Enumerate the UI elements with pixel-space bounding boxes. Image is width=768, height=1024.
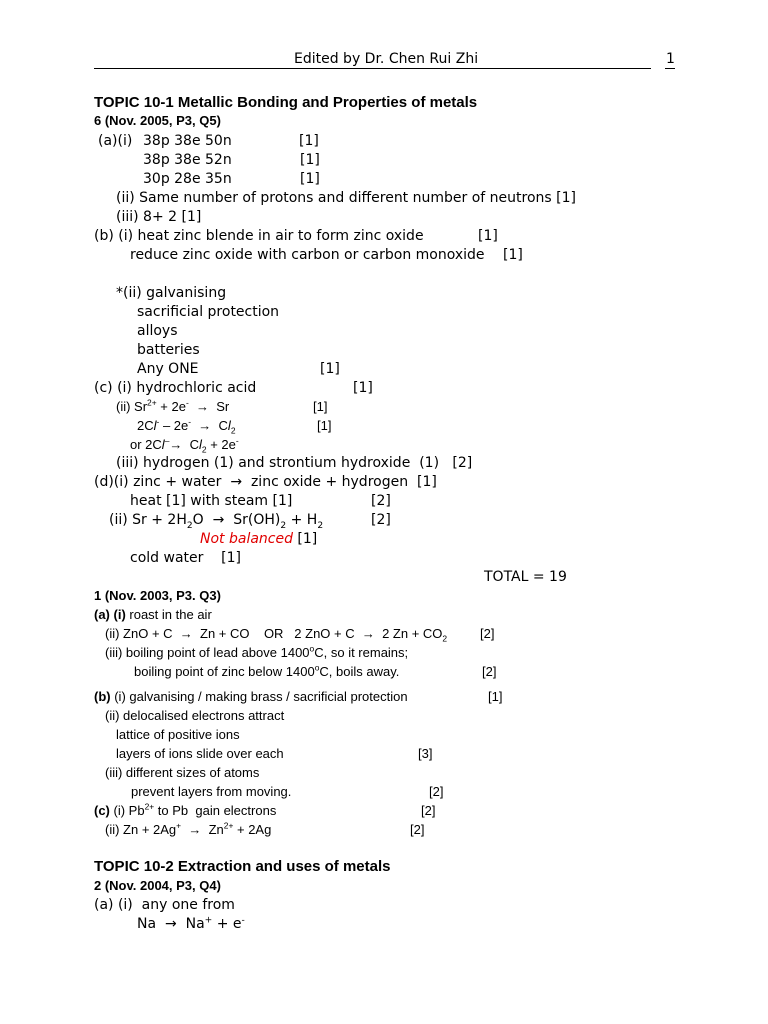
mark: [2] (429, 784, 444, 799)
equation: Na → Na+ + e- (137, 915, 245, 932)
answer-line: heat [1] with steam [1] (130, 493, 293, 509)
mark: [1] (503, 247, 523, 263)
mark: [1] (353, 380, 373, 396)
answer-line: (iii) 8+ 2 [1] (116, 209, 202, 225)
answer-line: (ii) delocalised electrons attract (105, 708, 285, 723)
answer-line: Not balanced [1] (200, 531, 318, 547)
answer-line: Any ONE (137, 361, 199, 377)
total-marks: TOTAL = 19 (484, 569, 567, 585)
header-rule (94, 68, 651, 69)
answer-line: (iii) hydrogen (1) and strontium hydroxide (1) [2] (116, 455, 473, 471)
answer-line: boiling point of zinc below 1400$^o$C, boils away. (134, 662, 400, 679)
mark: [1] (478, 228, 498, 244)
equation: (ii) ZnO + C → Zn + CO OR 2 ZnO + C → 2 $Zn + CO_2$ (105, 626, 448, 644)
answer-line: cold water [1] (130, 550, 242, 566)
mark: [1] (299, 133, 319, 149)
header-editor: Edited by Dr. Chen Rui Zhi (294, 51, 479, 67)
answer-line: (c) (i) $Pb^{2+}$ to Pb gain electrons (94, 801, 277, 818)
answer-line: 38p 38e 50n (143, 133, 232, 149)
mark: [1] (317, 418, 332, 433)
answer-line: layers of ions slide over each (116, 746, 284, 761)
question-heading: 2 (Nov. 2004, P3, Q4) (94, 878, 221, 893)
answer-line: (a) (i) roast in the air (94, 607, 212, 622)
answer-line: sacrificial protection (137, 304, 280, 320)
answer-line: prevent layers from moving. (131, 784, 292, 799)
mark: [1] (320, 361, 340, 377)
answer-line: lattice of positive ions (116, 727, 240, 742)
mark: [3] (418, 746, 433, 761)
topic-title: TOPIC 10-1 Metallic Bonding and Properties of metals (94, 94, 478, 111)
answer-line: 30p 28e 35n (143, 171, 232, 187)
mark: [2] (480, 626, 495, 641)
equation: (ii) $Sr^{2+} + 2e^- \to Sr$ (116, 397, 230, 414)
question-heading: 6 (Nov. 2005, P3, Q5) (94, 113, 221, 128)
topic-title: TOPIC 10-2 Extraction and uses of metals (94, 858, 391, 875)
answer-line: (iii) different sizes of atoms (105, 765, 260, 780)
question-heading: 1 (Nov. 2003, P3. Q3) (94, 588, 221, 603)
mark: [2] (410, 822, 425, 837)
equation: (ii) $Zn + 2Ag^+ \to Zn^{2+} + 2Ag$ (105, 820, 272, 837)
mark: [2] (421, 803, 436, 818)
mark: [2] (482, 664, 497, 679)
mark: [1] (488, 689, 503, 704)
answer-line: (a)(i) (98, 133, 133, 149)
not-balanced-note: Not balanced (200, 531, 293, 547)
mark: [1] (300, 152, 320, 168)
mark: [2] (371, 493, 391, 509)
page-number: 1 (666, 51, 675, 67)
answer-line: (b) (i) galvanising / making brass / sacrificial protection (94, 689, 408, 704)
equation: (ii) $Sr + 2H_2O \to Sr(OH)_2 + H_2$ (109, 512, 324, 531)
answer-line: (d)(i) zinc + water → zinc oxide + hydrogen [1] (94, 474, 437, 490)
equation: or $2Cl^-\to Cl_2 + 2e^-$ (130, 435, 239, 455)
answer-line: (iii) boiling point of lead above 1400$^o$C, so it remains; (105, 643, 409, 660)
page-number-underline (665, 68, 675, 69)
answer-line: *(ii) galvanising (116, 285, 227, 301)
answer-line: (b) (i) heat zinc blende in air to form zinc oxide (94, 228, 424, 244)
mark: [1] (300, 171, 320, 187)
answer-line: (c) (i) hydrochloric acid (94, 380, 257, 396)
answer-line: batteries (137, 342, 200, 358)
answer-line: reduce zinc oxide with carbon or carbon monoxide (130, 247, 485, 263)
answer-line: 38p 38e 52n (143, 152, 232, 168)
mark: [1] (313, 399, 328, 414)
equation: $2Cl^- - 2e^- \to Cl_2$ (137, 416, 236, 436)
answer-line: (a) (i) any one from (94, 897, 235, 913)
mark: [2] (371, 512, 391, 528)
answer-line: (ii) Same number of protons and different number of neutrons [1] (116, 190, 576, 206)
answer-line: alloys (137, 323, 178, 339)
